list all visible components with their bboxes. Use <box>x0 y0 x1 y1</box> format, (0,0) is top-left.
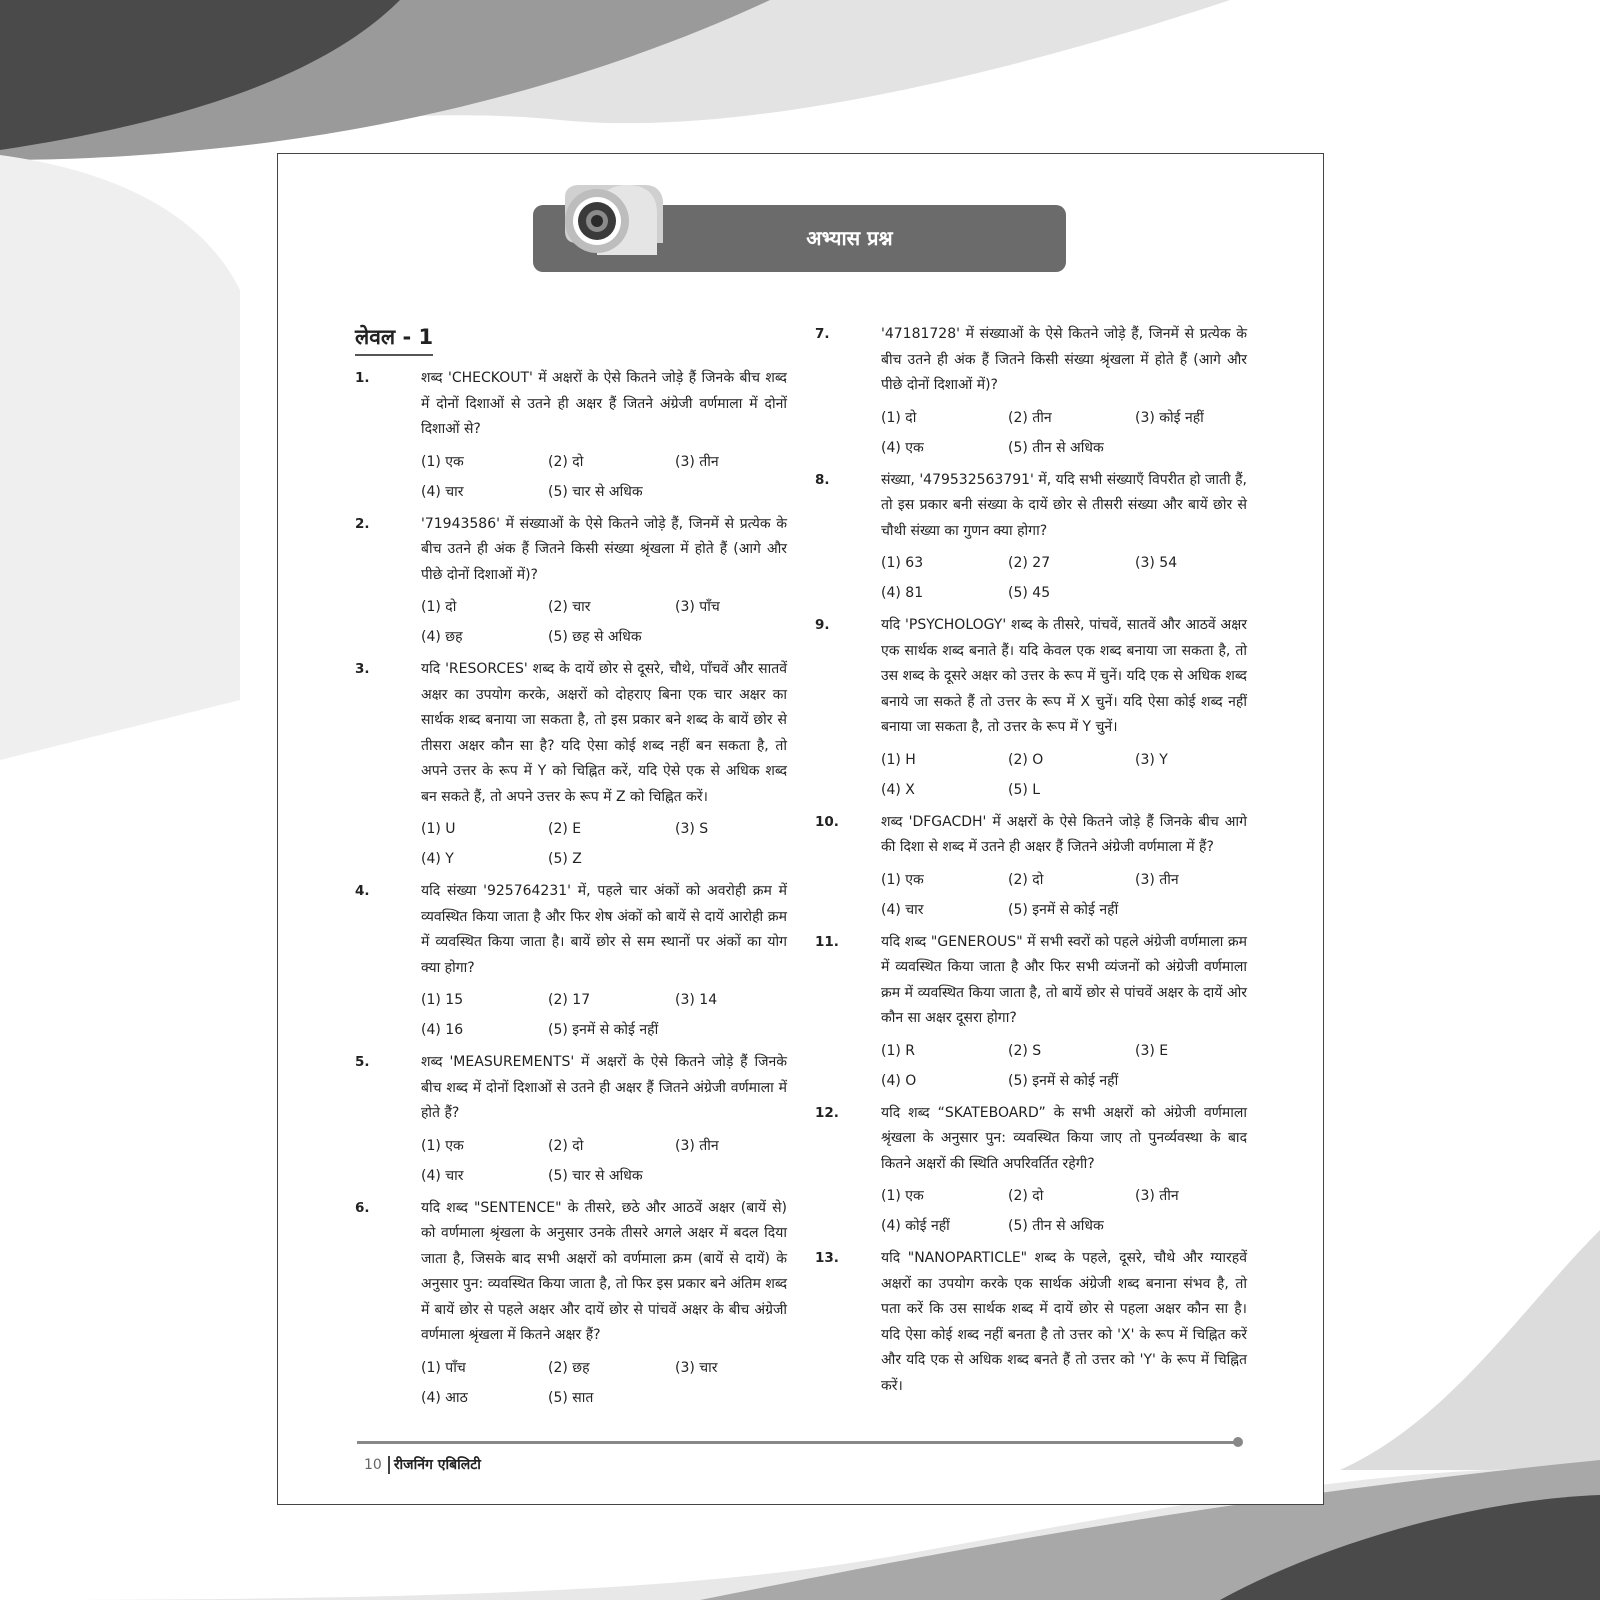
answer-option: (5) इनमें से कोई नहीं <box>1008 901 1119 918</box>
question-text: शब्द 'CHECKOUT' में अक्षरों के ऐसे कितने जोड़े हैं जिनके बीच शब्द में दोनों दिशाओं से उतने ही अक्षर हैं जितने अंग्रेजी वर्णमाला में दोनों दिशाओं से? <box>421 370 787 437</box>
question-item <box>355 1196 787 1413</box>
question-number: 10. <box>815 813 839 830</box>
answer-option: (4) चार <box>421 1167 464 1184</box>
answer-option: (1) U <box>421 821 456 837</box>
question-number: 4. <box>355 883 370 899</box>
question-number: 3. <box>355 661 370 677</box>
answer-option: (4) एक <box>881 439 924 456</box>
page-number: 10 <box>364 1457 382 1473</box>
answer-option: (1) एक <box>421 453 464 470</box>
answer-option: (4) चार <box>881 901 924 918</box>
answer-option: (2) O <box>1008 751 1044 768</box>
answer-option: (1) एक <box>881 871 924 888</box>
answer-options <box>881 865 1247 925</box>
answer-option: (4) X <box>881 781 915 798</box>
answer-option: (5) छह से अधिक <box>548 629 642 645</box>
answer-option: (2) तीन <box>1008 409 1052 426</box>
answer-option: (1) 63 <box>881 555 924 571</box>
footer-separator <box>388 1456 390 1474</box>
question-item <box>815 613 1247 805</box>
answer-option: (2) छह <box>548 1359 590 1376</box>
level-heading: लेवल - 1 <box>355 322 433 356</box>
answer-options <box>881 403 1247 463</box>
question-text: यदि संख्या '925764231' में, पहले चार अंकों को अवरोही क्रम में व्यवस्थित किया जाता है और फिर शेष अंकों को बायें से दायें आरोही क्रम में व्यवस्थित किया जाता है। बायें छोर से सम स्थानों पर अंकों का योग क्या होगा? <box>421 883 787 976</box>
section-title: अभ्यास प्रश्न <box>806 226 893 250</box>
answer-option: (1) R <box>881 1042 916 1059</box>
answer-option: (3) 54 <box>1135 555 1178 571</box>
question-item <box>815 322 1247 463</box>
answer-options <box>881 1181 1247 1241</box>
answer-option: (2) E <box>548 821 582 837</box>
question-item <box>355 512 787 653</box>
answer-option: (2) 17 <box>548 992 591 1008</box>
footer-rule <box>357 1441 1239 1444</box>
left-column <box>355 322 787 1418</box>
answer-option: (5) चार से अधिक <box>548 1167 643 1184</box>
question-text: यदि शब्द "SENTENCE" के तीसरे, छठे और आठवें अक्षर (बायें से) को वर्णमाला श्रृंखला के अनुसार उनके तीसरे अगले अक्षर में बदल दिया जाता है, जिसके बाद सभी अक्षरों को वर्णमाला क्रम (बायें से दायें) के अनुसार पुन: व्यवस्थित किया जाता है, तो फिर इस प्रकार बने अंतिम शब्द में बायें छोर से पहले अक्षर और दायें छोर से पांचवें अक्षर के बीच अंग्रेजी वर्णमाला श्रृंखला में कितने अक्षर हैं? <box>421 1199 787 1343</box>
answer-option: (3) कोई नहीं <box>1135 409 1204 426</box>
question-item <box>355 366 787 507</box>
answer-option: (3) तीन <box>675 1137 719 1154</box>
question-item <box>355 1050 787 1191</box>
question-text: यदि "NANOPARTICLE" शब्द के पहले, दूसरे, चौथे और ग्यारहवें अक्षरों का उपयोग करके एक सार्थक अंग्रेजी शब्द बनाना संभव है, तो पता करें कि उस सार्थक शब्द में दायें छोर से पहला अक्षर कौन सा है। यदि ऐसा कोई शब्द नहीं बनता है तो उत्तर को 'X' के रूप में चिह्नित करें और यदि एक से अधिक शब्द बनते हैं तो उत्तर को 'Y' के रूप में चिह्नित करें। <box>881 1250 1247 1394</box>
answer-options <box>421 1131 787 1191</box>
question-number: 13. <box>815 1250 839 1266</box>
answer-option: (3) S <box>675 821 709 837</box>
question-item <box>815 468 1247 609</box>
answer-option: (1) पाँच <box>421 1359 466 1376</box>
answer-option: (3) चार <box>675 1359 718 1376</box>
question-number: 8. <box>815 471 830 488</box>
question-text: यदि शब्द "GENEROUS" में सभी स्वरों को पहले अंग्रेजी वर्णमाला क्रम में व्यवस्थित किया जाता है और फिर सभी व्यंजनों को अंग्रेजी वर्णमाला क्रम में व्यवस्थित किया जाता है, तो बायें छोर से पांचवें अक्षर के दायें ओर कौन सा अक्षर दूसरा होगा? <box>881 933 1247 1026</box>
answer-option: (5) चार से अधिक <box>548 483 643 500</box>
answer-option: (2) चार <box>548 599 591 615</box>
question-number: 11. <box>815 933 839 950</box>
question-item <box>355 879 787 1045</box>
answer-option: (2) दो <box>548 453 584 470</box>
question-text: संख्या, '479532563791' में, यदि सभी संख्याएँ विपरीत हो जाती हैं, तो इस प्रकार बनी संख्या के दायें छोर से तीसरी संख्या और बायें छोर से चौथी संख्या का गुणन क्या होगा? <box>881 471 1247 539</box>
answer-option: (4) Y <box>421 851 454 867</box>
question-text: '71943586' में संख्याओं के ऐसे कितने जोड़े हैं, जिनमें से प्रत्येक के बीच उतने ही अंक हैं जितने किसी संख्या श्रृंखला में होते हैं (आगे और पीछे दोनों दिशाओं में)? <box>421 515 787 583</box>
answer-option: (3) तीन <box>1135 871 1179 888</box>
footer-rule-dot <box>1233 1437 1243 1447</box>
answer-option: (4) आठ <box>421 1389 468 1406</box>
question-text: यदि शब्द “SKATEBOARD” के सभी अक्षरों को अंग्रेजी वर्णमाला श्रृंखला के अनुसार पुन: व्यवस्थित किया जाए तो पुनर्व्यवस्था के बाद कितने अक्षरों की स्थिति अपरिवर्तित रहेगी? <box>881 1104 1247 1172</box>
question-number: 2. <box>355 515 370 532</box>
answer-options <box>421 447 787 507</box>
answer-options <box>881 548 1247 608</box>
answer-option: (5) 45 <box>1008 585 1051 601</box>
question-number: 9. <box>815 617 830 633</box>
question-number: 7. <box>815 326 830 342</box>
page-footer <box>364 1454 481 1476</box>
answer-option: (4) कोई नहीं <box>881 1218 950 1234</box>
answer-option: (3) तीन <box>675 453 719 470</box>
answer-option: (2) S <box>1008 1042 1042 1059</box>
answer-option: (5) Z <box>548 851 582 867</box>
question-item <box>815 930 1247 1096</box>
question-number: 1. <box>355 370 370 386</box>
question-text: '47181728' में संख्याओं के ऐसे कितने जोड़े हैं, जिनमें से प्रत्येक के बीच उतने ही अंक हैं जितने किसी संख्या श्रृंखला में होते हैं (आगे और पीछे दोनों दिशाओं में)? <box>881 326 1247 393</box>
question-item <box>355 657 787 874</box>
answer-option: (1) H <box>881 751 916 768</box>
answer-option: (1) दो <box>421 599 457 615</box>
answer-option: (5) इनमें से कोई नहीं <box>1008 1072 1119 1089</box>
answer-options <box>881 1036 1247 1096</box>
right-column <box>815 322 1247 1404</box>
answer-option: (1) एक <box>421 1137 464 1154</box>
book-title: रीजनिंग एबिलिटी <box>393 1457 481 1473</box>
answer-option: (4) 81 <box>881 585 924 601</box>
question-number: 6. <box>355 1199 370 1216</box>
answer-option: (2) 27 <box>1008 555 1051 571</box>
answer-options <box>421 1353 787 1413</box>
question-list-right <box>815 322 1247 1399</box>
question-number: 12. <box>815 1104 839 1121</box>
answer-option: (3) Y <box>1135 751 1168 768</box>
question-item <box>815 1246 1247 1399</box>
question-item <box>815 1101 1247 1242</box>
answer-option: (2) दो <box>1008 1188 1044 1204</box>
answer-option: (1) एक <box>881 1188 924 1204</box>
question-text: शब्द 'MEASUREMENTS' में अक्षरों के ऐसे कितने जोड़े हैं जिनके बीच शब्द में दोनों दिशाओं से उतने ही अक्षर हैं जितने अंग्रेजी वर्णमाला में होते हैं? <box>421 1054 787 1121</box>
answer-option: (5) तीन से अधिक <box>1008 439 1104 456</box>
question-number: 5. <box>355 1054 370 1070</box>
answer-option: (3) पाँच <box>675 599 720 615</box>
answer-option: (3) 14 <box>675 992 718 1008</box>
answer-option: (5) इनमें से कोई नहीं <box>548 1022 659 1038</box>
question-text: शब्द 'DFGACDH' में अक्षरों के ऐसे कितने जोड़े हैं जिनके बीच आगे की दिशा से शब्द में उतने ही अक्षर हैं जितने अंग्रेजी वर्णमाला में हैं? <box>881 813 1247 855</box>
answer-option: (1) 15 <box>421 992 464 1008</box>
question-text: यदि 'RESORCES' शब्द के दायें छोर से दूसरे, चौथे, पाँचवें और सातवें अक्षर का उपयोग करके, अक्षरों को दोहराए बिना एक चार अक्षर का सार्थक शब्द बनाया जा सकता है, तो इस प्रकार बने शब्द के बायें छोर से तीसरा अक्षर कौन सा है? यदि ऐसा कोई शब्द नहीं बन सकता है, तो अपने उत्तर के रूप में Y को चिह्नित करें, यदि ऐसे एक से अधिक शब्द बन सकते हैं, तो अपने उत्तर के रूप में Z को चिह्नित करें। <box>421 661 787 805</box>
answer-option: (2) दो <box>548 1137 584 1154</box>
answer-option: (5) तीन से अधिक <box>1008 1218 1104 1234</box>
answer-option: (4) O <box>881 1072 917 1089</box>
answer-option: (4) चार <box>421 483 464 500</box>
answer-options <box>421 985 787 1045</box>
answer-options <box>421 814 787 874</box>
answer-option: (4) 16 <box>421 1022 464 1038</box>
answer-option: (1) दो <box>881 409 917 426</box>
question-list-left <box>355 366 787 1413</box>
answer-option: (3) E <box>1135 1042 1169 1059</box>
answer-option: (5) सात <box>548 1389 594 1406</box>
question-item <box>815 810 1247 925</box>
question-text: यदि 'PSYCHOLOGY' शब्द के तीसरे, पांचवें, सातवें और आठवें अक्षर एक सार्थक शब्द बनाते हैं। यदि केवल एक शब्द बनाया जा सकता है, तो उस शब्द के दूसरे अक्षर को उत्तर के रूप में चुनें। यदि एक से अधिक शब्द बनाये जा सकते हैं तो उत्तर के रूप में X चुनें। यदि ऐसा कोई शब्द नहीं बनाया जा सकता है, तो उत्तर के रूप में Y चुनें। <box>881 617 1247 735</box>
answer-option: (4) छह <box>421 629 463 645</box>
answer-options <box>421 592 787 652</box>
answer-option: (3) तीन <box>1135 1188 1179 1204</box>
scroll-ring-icon <box>557 183 667 261</box>
answer-option: (2) दो <box>1008 871 1044 888</box>
answer-option: (5) L <box>1008 781 1041 798</box>
answer-options <box>881 745 1247 805</box>
